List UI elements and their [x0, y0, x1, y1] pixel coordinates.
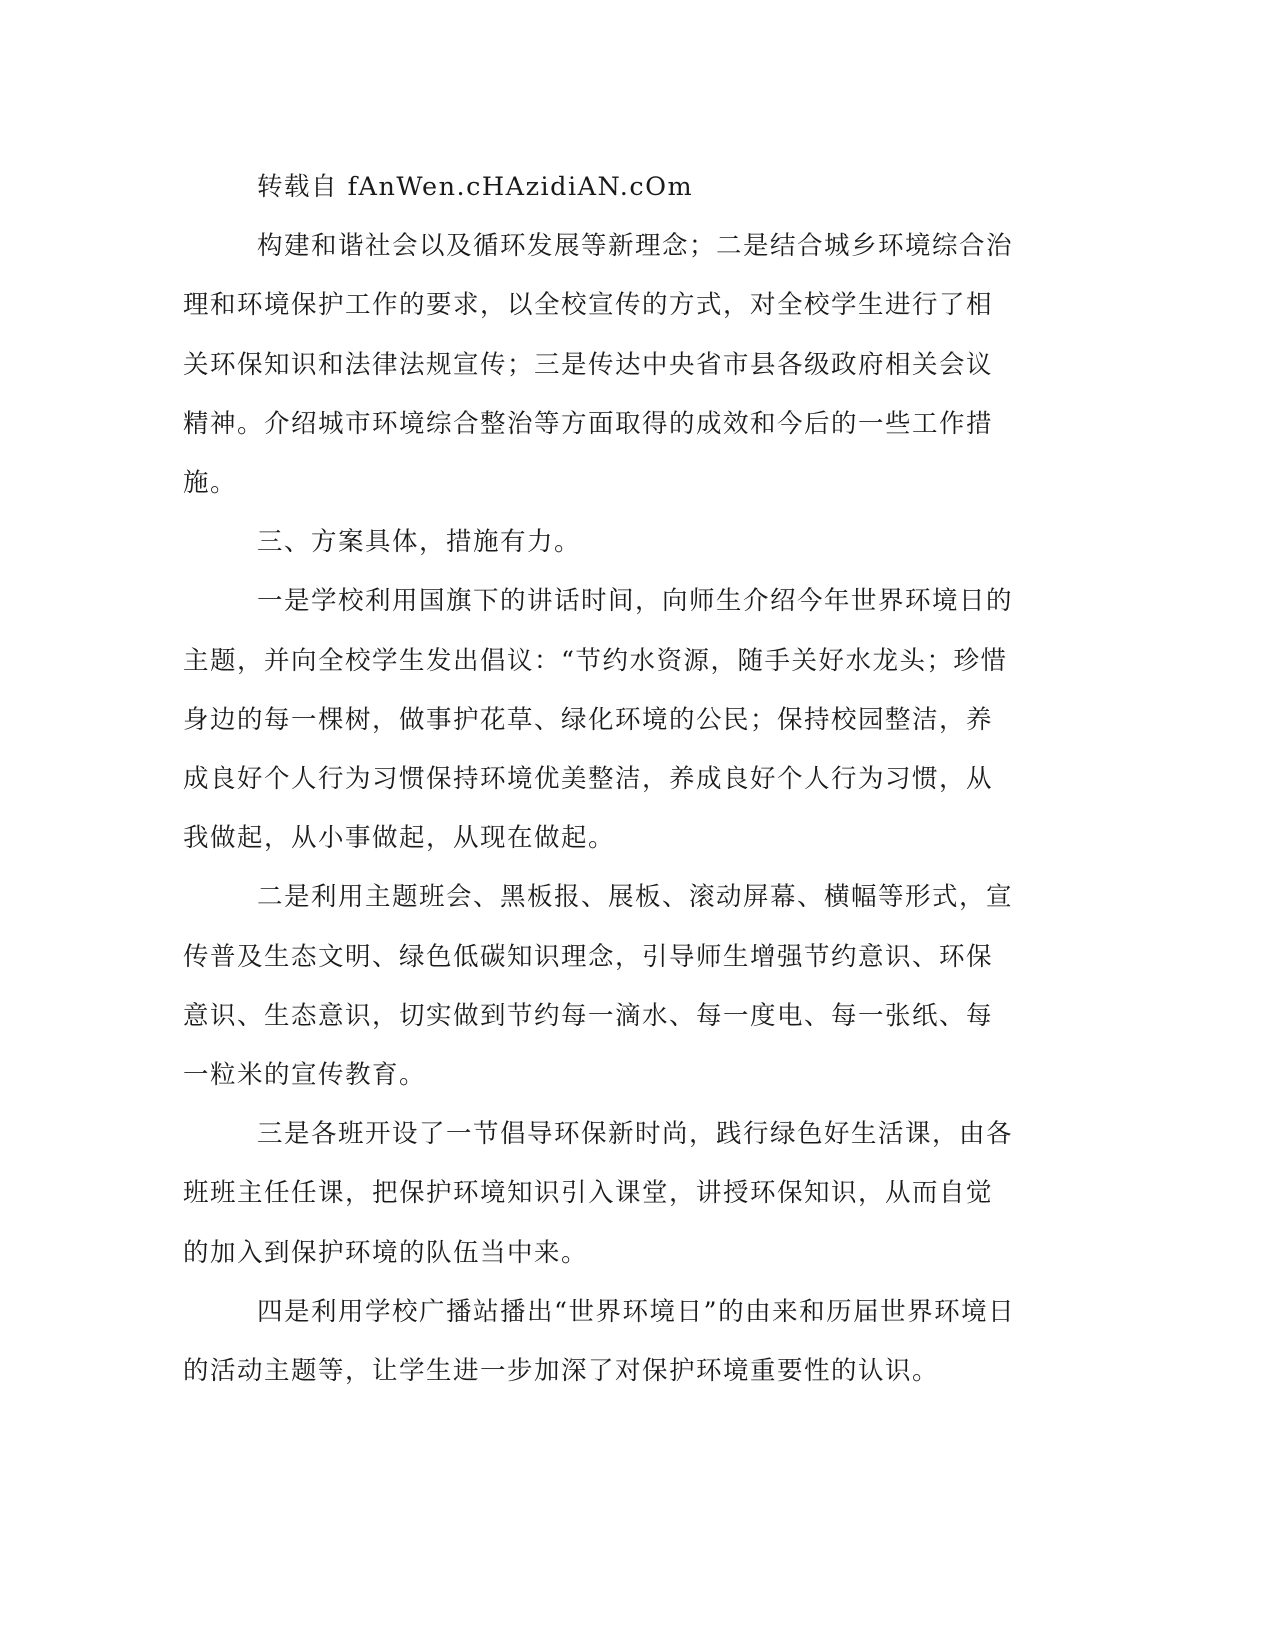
text-line: 主题，并向全校学生发出倡议：“节约水资源，随手关好水龙头；珍惜	[183, 645, 1008, 676]
text-line: 一粒米的宣传教育。	[183, 1060, 427, 1091]
text-line: 四是利用学校广播站播出“世界环境日”的由来和历届世界环境日	[257, 1296, 1016, 1327]
text-line: 意识、生态意识，切实做到节约每一滴水、每一度电、每一张纸、每	[183, 1000, 994, 1031]
text-line: 精神。介绍城市环境综合整治等方面取得的成效和今后的一些工作措	[183, 408, 994, 439]
text-line: 关环保知识和法律法规宣传；三是传达中央省市县各级政府相关会议	[183, 349, 994, 380]
text-line: 一是学校利用国旗下的讲话时间，向师生介绍今年世界环境日的	[257, 586, 1014, 617]
text-line: 班班主任任课，把保护环境知识引入课堂，讲授环保知识，从而自觉	[183, 1178, 994, 1209]
text-line: 三、方案具体，措施有力。	[257, 527, 582, 558]
text-line: 的活动主题等，让学生进一步加深了对保护环境重要性的认识。	[183, 1356, 940, 1387]
text-line: 传普及生态文明、绿色低碳知识理念，引导师生增强节约意识、环保	[183, 941, 994, 972]
text-line: 理和环境保护工作的要求，以全校宣传的方式，对全校学生进行了相	[183, 290, 994, 321]
paragraph-two	[183, 868, 1068, 1105]
paragraph-concepts	[183, 217, 1068, 513]
text-line: 施。	[183, 468, 238, 499]
text-line: 三是各班开设了一节倡导环保新时尚，践行绿色好生活课，由各	[257, 1119, 1014, 1150]
section-heading-three	[183, 513, 1068, 572]
paragraph-three	[183, 1105, 1068, 1283]
document-page	[183, 158, 1068, 1401]
text-line: 的加入到保护环境的队伍当中来。	[183, 1237, 589, 1268]
text-line: 身边的每一棵树，做事护花草、绿化环境的公民；保持校园整洁，养	[183, 704, 994, 735]
text-line: 构建和谐社会以及循环发展等新理念；二是结合城乡环境综合治	[257, 231, 1014, 262]
source-line	[183, 158, 1068, 217]
text-line: 成良好个人行为习惯保持环境优美整洁，养成良好个人行为习惯，从	[183, 764, 994, 795]
text-line: 转载自 fAnWen.cHAzidiAN.cOm	[257, 172, 694, 202]
text-line: 我做起，从小事做起，从现在做起。	[183, 823, 616, 854]
paragraph-one	[183, 572, 1068, 868]
paragraph-four	[183, 1283, 1068, 1401]
text-line: 二是利用主题班会、黑板报、展板、滚动屏幕、横幅等形式，宣	[257, 882, 1014, 913]
